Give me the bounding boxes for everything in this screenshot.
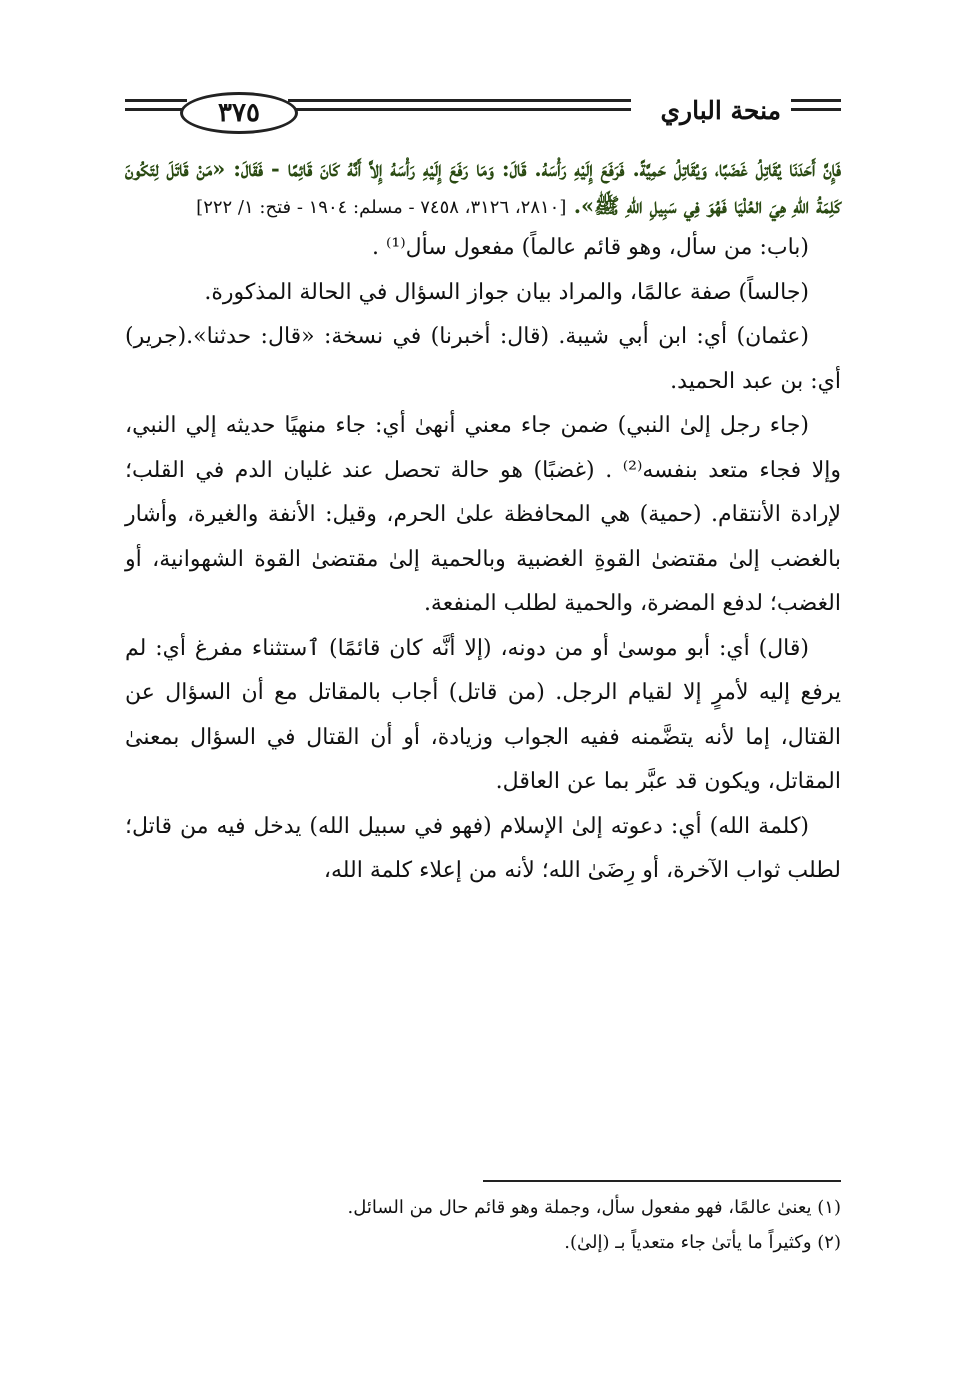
- page-number-badge: [180, 92, 298, 134]
- header-rule-left-top: [125, 99, 187, 102]
- hadith-text: فَإِنَّ أَحَدَنَا يُقَاتِلُ غَضَبًا، وَيُقَاتِلُ حَمِيَّةً. فَرَفَعَ إِلَيْهِ رَأْسَهُ. قَالَ: وَمَا رَفَعَ إِلَيْهِ رَأْسَهُ إِلاَّ أَنَّهُ كَانَ قَائِمًا - فَقَالَ: «مَنْ قَاتَلَ لِتَكُونَ كَلِمَةُ اللهِ هِيَ العُلْيَا فَهُوَ فِي سَبِيلِ اللهِ ﷺ».: [125, 156, 841, 218]
- footnote-1: (١) يعنىٰ عالمًا، فهو مفعول سأل، وجملة وهو قائم حال من السائل.: [347, 1197, 841, 1218]
- hadith-block: [125, 150, 841, 226]
- header-rule-right-bottom: [791, 108, 841, 111]
- footnote-2: (٢) وكثيراً ما يأتىٰ جاء متعدياً بـ (إلىٰ).: [564, 1232, 841, 1253]
- footnote-separator: [483, 1180, 841, 1182]
- paragraph: (جاء رجل إلىٰ النبي) ضمن جاء معني أنهىٰ أي: جاء منهيًا حديثه إلي النبي، وإلا فجاء متعد بنفسه⁽²⁾ . (غضبًا) هو حالة تحصل عند غليان الدم في القلب؛ لإرادة الأنتقام. (حمية) هي المحافظة علىٰ الحرم، وقيل: الأنفة والغيرة، وأشار بالغضب إلىٰ مقتضىٰ القوةِ الغضبية وبالحمية إلىٰ مقتضىٰ القوة الشهوانية، أو الغضب؛ لدفع المضرة، والحمية لطلب المنفعة.: [125, 413, 842, 616]
- header-rule-middle-top: [288, 99, 631, 102]
- page-header: [125, 86, 841, 142]
- paragraph: (باب: من سأل، وهو قائم عالماً) مفعول سأل⁽¹⁾ .: [372, 235, 809, 260]
- header-rule-middle-bottom: [288, 108, 631, 111]
- footnotes: [125, 1190, 841, 1260]
- hadith-reference: [٢٨١٠، ٣١٢٦، ٧٤٥٨ - مسلم: ١٩٠٤ - فتح: ١/ ٢٢٢]: [196, 197, 567, 218]
- header-rule-left-bottom: [125, 108, 187, 111]
- paragraph: (جالساً) صفة عالمًا، والمراد بيان جواز السؤال في الحالة المذكورة.: [204, 279, 809, 305]
- paragraph: (قال) أي: أبو موسىٰ أو من دونه، (إلا أنَّه كان قائمًا) ٱستثناء مفرغ أي: لم يرفع إليه لأمرٍ إلا لقيام الرجل. (من قاتل) أجاب بالمقاتل مع أن السؤال عن القتال، إما لأنه يتضَّمنه ففيه الجواب وزيادة، أو أن القتال في السؤال بمعنىٰ المقاتل، ويكون قد عبَّر بما عن العاقل.: [125, 635, 841, 794]
- paragraph: (كلمة الله) أي: دعوته إلىٰ الإسلام (فهو في سبيل الله) يدخل فيه من قاتل؛ لطلب ثواب الآخرة، أو رِضَىٰ الله؛ لأنه من إعلاء كلمة الله،: [125, 813, 841, 883]
- book-title: منحة الباري: [660, 96, 781, 125]
- page-number: ٣٧٥: [218, 98, 260, 128]
- header-rule-right-top: [791, 99, 841, 102]
- main-text: [125, 150, 841, 894]
- paragraph: (عثمان) أي: ابن أبي شيبة. (قال: أخبرنا) في نسخة: «قال: حدثنا».(جرير) أي: بن عبد الحميد.: [125, 324, 841, 394]
